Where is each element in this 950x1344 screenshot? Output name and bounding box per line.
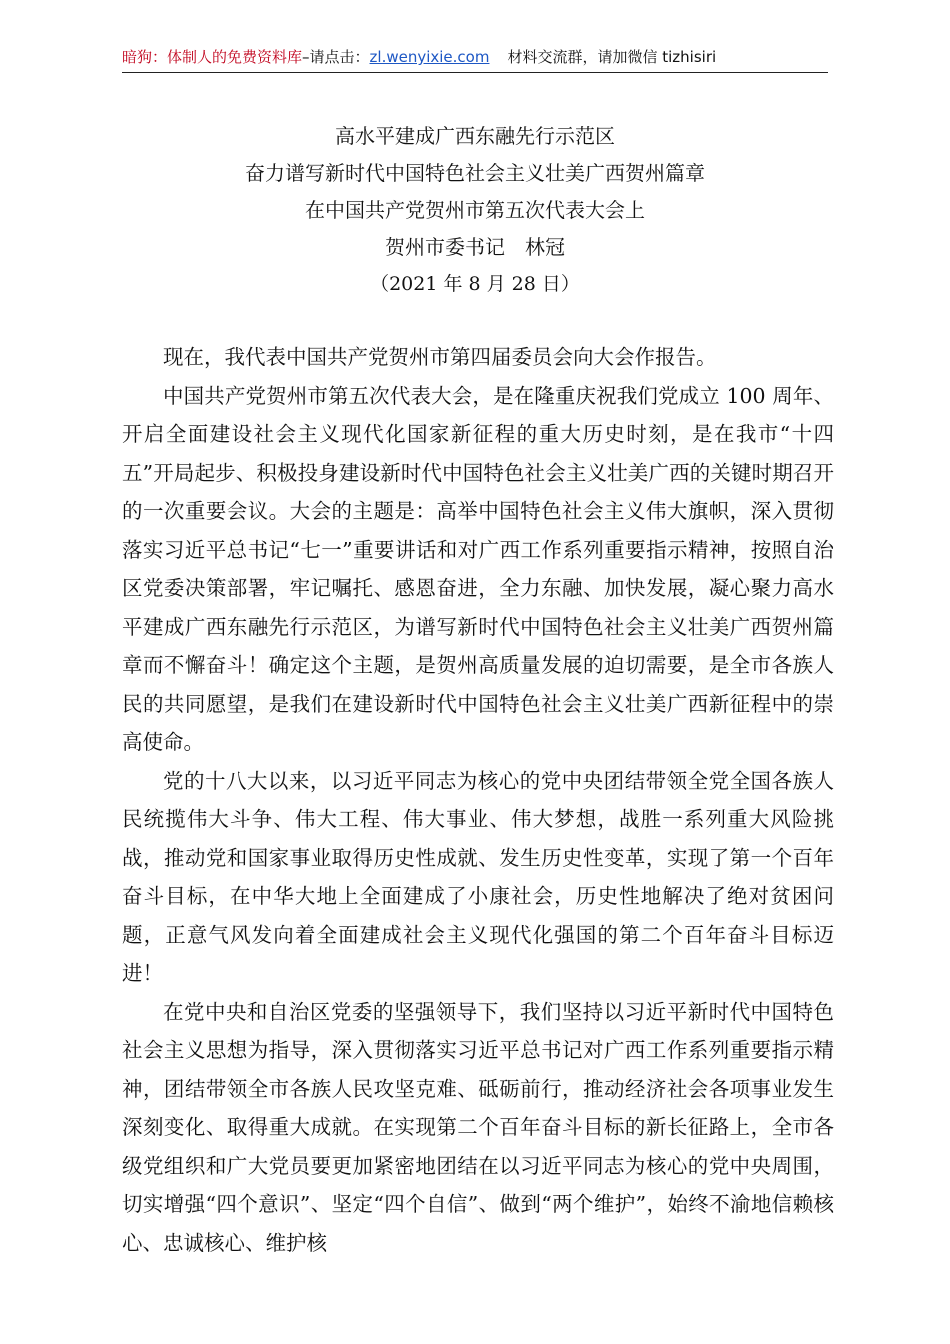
header-url-link[interactable]: zl.wenyixie.com bbox=[369, 48, 490, 66]
document-body bbox=[122, 338, 834, 1262]
title-line-3: 在中国共产党贺州市第五次代表大会上 bbox=[305, 198, 645, 222]
paragraph: 中国共产党贺州市第五次代表大会，是在隆重庆祝我们党成立 100 周年、开启全面建设社会主义现代化国家新征程的重大历史时刻，是在我市“十四五”开局起步、积极投身建设新时代中国特色社会主义壮美广西的关键时期召开的一次重要会议。大会的主题是：高举中国特色社会主义伟大旗帜，深入贯彻落实习近平总书记“七一”重要讲话和对广西工作系列重要指示精神，按照自治区党委决策部署，牢记嘱托、感恩奋进，全力东融、加快发展，凝心聚力高水平建成广西东融先行示范区，为谱写新时代中国特色社会主义壮美广西贺州篇章而不懈奋斗！确定这个主题，是贺州高质量发展的迫切需要，是全市各族人民的共同愿望，是我们在建设新时代中国特色社会主义壮美广西新征程中的崇高使命。 bbox=[122, 383, 834, 754]
title-line-2: 奋力谱写新时代中国特色社会主义壮美广西贺州篇章 bbox=[245, 161, 705, 185]
date-line: （2021 年 8 月 28 日） bbox=[370, 273, 580, 295]
header-contact: 材料交流群，请加微信 tizhisiri bbox=[507, 48, 717, 66]
header-prompt: –请点击： bbox=[302, 48, 370, 66]
header-brand: 暗狗：体制人的免费资料库 bbox=[122, 48, 303, 66]
page-header bbox=[122, 46, 822, 72]
paragraph: 在党中央和自治区党委的坚强领导下，我们坚持以习近平新时代中国特色社会主义思想为指导，深入贯彻落实习近平总书记对广西工作系列重要指示精神，团结带领全市各族人民攻坚克难、砥砺前行，推动经济社会各项事业发生深刻变化、取得重大成就。在实现第二个百年奋斗目标的新长征路上，全市各级党组织和广大党员要更加紧密地团结在以习近平同志为核心的党中央周围，切实增强“四个意识”、坚定“四个自信”、做到“两个维护”，始终不渝地信赖核心、忠诚核心、维护核 bbox=[122, 999, 834, 1255]
title-line-1: 高水平建成广西东融先行示范区 bbox=[335, 124, 615, 148]
paragraph: 党的十八大以来，以习近平同志为核心的党中央团结带领全党全国各族人民统揽伟大斗争、伟大工程、伟大事业、伟大梦想，战胜一系列重大风险挑战，推动党和国家事业取得历史性成就、发生历史性变革，实现了第一个百年奋斗目标，在中华大地上全面建成了小康社会，历史性地解决了绝对贫困问题，正意气风发向着全面建成社会主义现代化强国的第二个百年奋斗目标迈进！ bbox=[122, 768, 834, 985]
paragraph: 现在，我代表中国共产党贺州市第四届委员会向大会作报告。 bbox=[163, 345, 717, 369]
title-block bbox=[0, 118, 950, 303]
header-divider bbox=[122, 72, 828, 73]
speaker-line: 贺州市委书记 林冠 bbox=[385, 235, 565, 259]
